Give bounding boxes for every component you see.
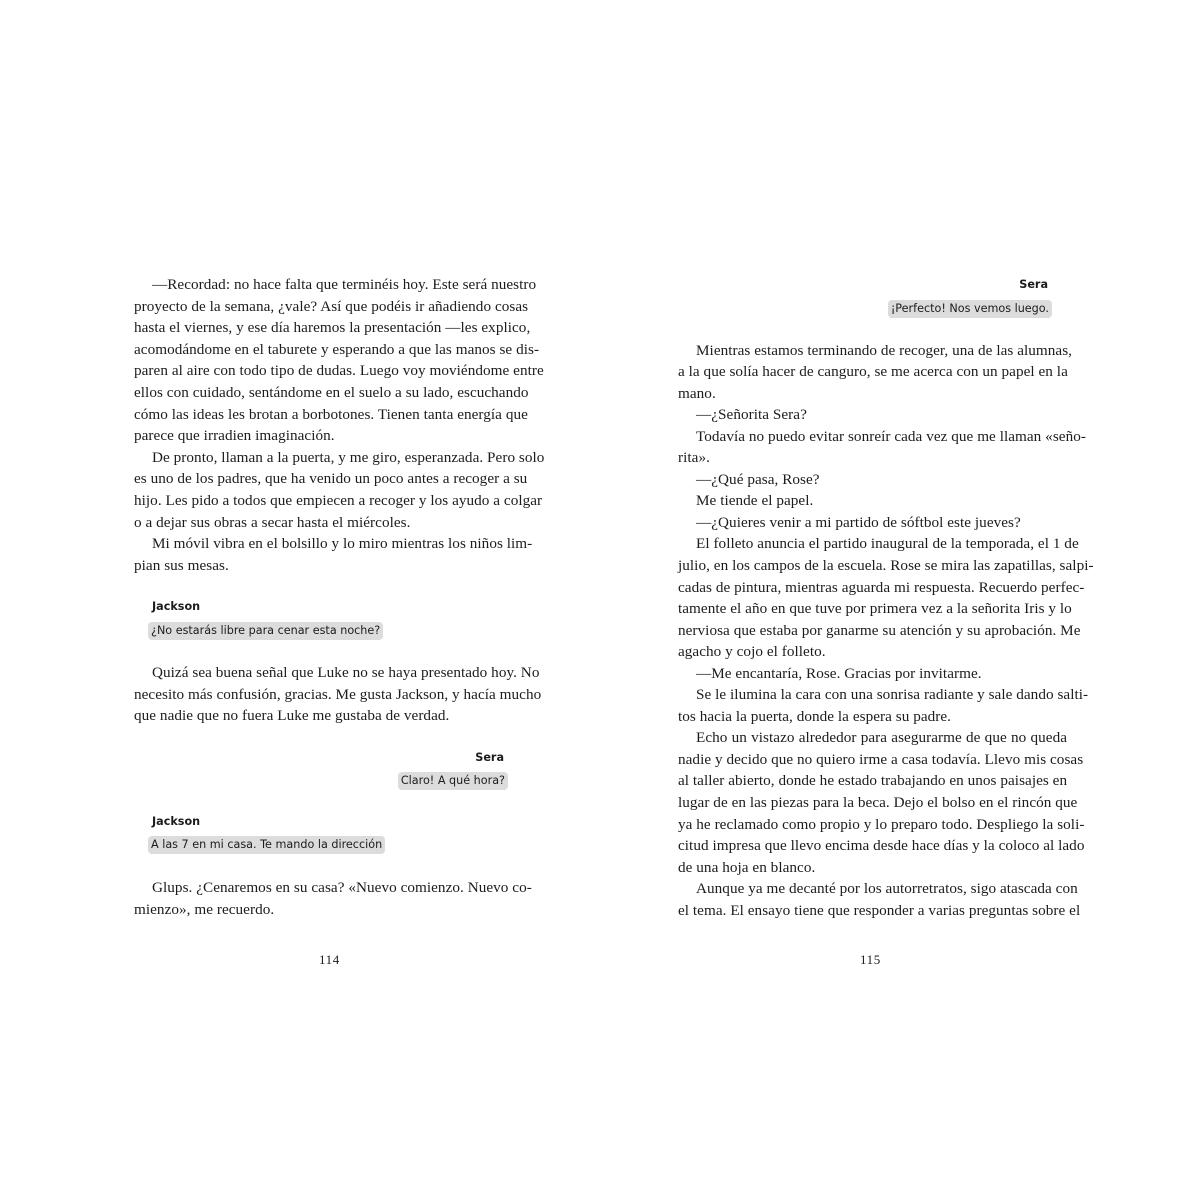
chat-sender-sera: Sera [475, 751, 504, 764]
chat-sender-sera: Sera [1019, 278, 1048, 291]
text-line: parece que irradien imaginación. [134, 427, 335, 444]
text-line: Mientras estamos terminando de recoger, una de las alumnas, [696, 342, 1072, 359]
text-line: es uno de los padres, que ha venido un poco antes a recoger a su [134, 470, 528, 487]
text-line: paren al aire con todo tipo de dudas. Luego voy moviéndome entre [134, 362, 544, 379]
text-line: julio, en los campos de la escuela. Rose se mira las zapatillas, salpi- [678, 557, 1094, 574]
chat-bubble-outgoing: Claro! A qué hora? [398, 772, 508, 790]
page-number: 114 [319, 952, 340, 967]
text-line: a la que solía hacer de canguro, se me acerca con un papel en la [678, 363, 1068, 380]
text-line: cadas de pintura, mientras aguarda mi respuesta. Recuerdo perfec- [678, 579, 1085, 596]
text-line: cómo las ideas les brotan a borbotones. Tienen tanta energía que [134, 406, 528, 423]
text-line: Aunque ya me decanté por los autorretratos, sigo atascada con [696, 880, 1078, 897]
text-line: de una hoja en blanco. [678, 859, 816, 876]
text-line: ya he reclamado como propio y lo preparo todo. Despliego la soli- [678, 816, 1085, 833]
chat-bubble-incoming: ¿No estarás libre para cenar esta noche? [148, 622, 383, 640]
text-line: acomodándome en el taburete y esperando a que las manos se dis- [134, 341, 540, 358]
text-line: pian sus mesas. [134, 557, 229, 574]
text-line: que nadie que no fuera Luke me gustaba de verdad. [134, 707, 450, 724]
text-line: Todavía no puedo evitar sonreír cada vez que me llaman «seño- [696, 428, 1086, 445]
text-line: agacho y cojo el folleto. [678, 643, 826, 660]
right-page [600, 0, 1200, 1200]
text-line: Echo un vistazo alrededor para asegurarme de que no queda [696, 729, 1067, 746]
page-number: 115 [860, 952, 881, 967]
text-line: —¿Quieres venir a mi partido de sóftbol este jueves? [696, 514, 1021, 531]
text-line: ellos con cuidado, sentándome en el suelo a su lado, escuchando [134, 384, 529, 401]
text-line: tos hacia la puerta, donde la espera su padre. [678, 708, 952, 725]
chat-sender-jackson: Jackson [152, 600, 201, 613]
chat-bubble-outgoing: ¡Perfecto! Nos vemos luego. [888, 300, 1052, 318]
chat-sender-jackson: Jackson [152, 815, 201, 828]
text-line: rita». [678, 449, 710, 466]
text-line: Me tiende el papel. [696, 492, 814, 509]
text-line: mano. [678, 385, 716, 402]
text-line: El folleto anuncia el partido inaugural de la temporada, el 1 de [696, 535, 1079, 552]
text-line: hijo. Les pido a todos que empiecen a recoger y los ayudo a colgar [134, 492, 543, 509]
text-line: De pronto, llaman a la puerta, y me giro, esperanzada. Pero solo [152, 449, 545, 466]
text-line: —Recordad: no hace falta que terminéis hoy. Este será nuestro [152, 276, 537, 293]
text-line: necesito más confusión, gracias. Me gusta Jackson, y hacía mucho [134, 686, 542, 703]
text-line: Mi móvil vibra en el bolsillo y lo miro mientras los niños lim- [152, 535, 533, 552]
text-line: el tema. El ensayo tiene que responder a varias preguntas sobre el [678, 902, 1081, 919]
text-line: tamente el año en que tuve por primera vez a la señorita Iris y lo [678, 600, 1072, 617]
text-line: —¿Qué pasa, Rose? [696, 471, 820, 488]
text-line: al taller abierto, donde he estado trabajando en unos paisajes en [678, 772, 1068, 789]
text-line: nerviosa que estaba por ganarme su atención y su aprobación. Me [678, 622, 1081, 639]
text-line: Se le ilumina la cara con una sonrisa radiante y sale dando salti- [696, 686, 1089, 703]
text-line: proyecto de la semana, ¿vale? Así que podéis ir añadiendo cosas [134, 298, 529, 315]
text-line: Glups. ¿Cenaremos en su casa? «Nuevo comienzo. Nuevo co- [152, 879, 532, 896]
text-line: lugar de en las piezas para la beca. Dejo el bolso en el rincón que [678, 794, 1078, 811]
text-line: mienzo», me recuerdo. [134, 901, 275, 918]
text-line: nadie y decido que no quiero irme a casa todavía. Llevo mis cosas [678, 751, 1084, 768]
text-line: —¿Señorita Sera? [696, 406, 807, 423]
chat-bubble-incoming: A las 7 en mi casa. Te mando la dirección [148, 836, 385, 854]
text-line: hasta el viernes, y ese día haremos la presentación —les explico, [134, 319, 531, 336]
text-line: o a dejar sus obras a secar hasta el miércoles. [134, 514, 411, 531]
text-line: Quizá sea buena señal que Luke no se haya presentado hoy. No [152, 664, 540, 681]
text-line: —Me encantaría, Rose. Gracias por invitarme. [696, 665, 982, 682]
text-line: citud impresa que llevo encima desde hace días y la coloco al lado [678, 837, 1085, 854]
